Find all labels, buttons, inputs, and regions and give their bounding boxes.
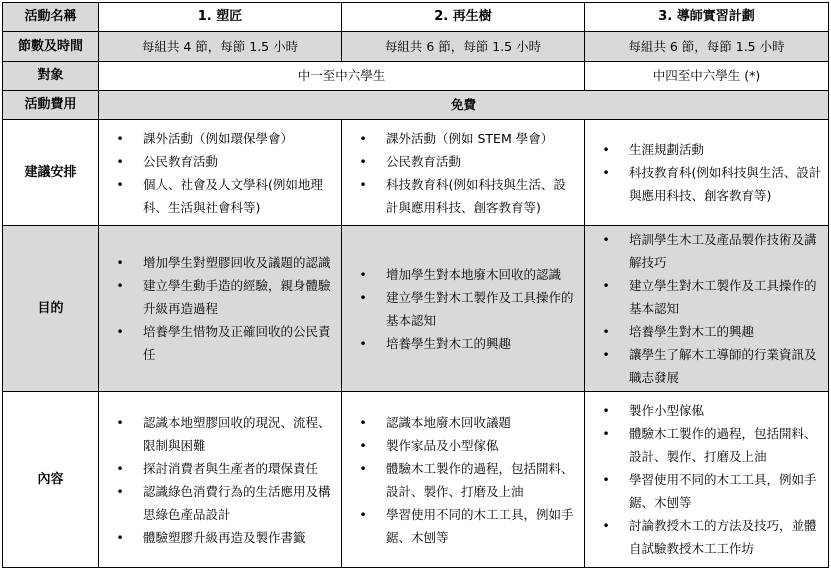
list-item-text: 課外活動（例如 STEM 學會） [386, 130, 554, 146]
bullet-icon: • [116, 255, 124, 270]
bullet-list [105, 251, 335, 366]
list-item [105, 320, 335, 366]
list-item [105, 480, 335, 526]
list-item [348, 173, 578, 219]
bullet-icon: • [602, 165, 610, 180]
bullet-icon: • [602, 426, 610, 441]
list-item-text: 培養學生對木工的興趣 [629, 324, 755, 339]
bullet-icon: • [602, 347, 610, 362]
list-item [348, 503, 578, 549]
bullet-icon: • [116, 130, 124, 146]
content-col-2 [342, 392, 585, 568]
list-item [591, 138, 822, 161]
list-item-text: 科技教育科(例如科技與生活、設計與應用科技、創客教育等) [629, 165, 822, 203]
list-item-text: 科技教育科(例如科技與生活、設計與應用科技、創客教育等) [386, 176, 566, 215]
content-col-3 [585, 392, 829, 568]
bullet-icon: • [116, 414, 124, 430]
purpose-col-3 [585, 226, 829, 392]
activity-name-2: 2. 再生樹 [342, 3, 585, 32]
content-label: 內容 [3, 392, 99, 568]
sessions-value-3: 每組共 6 節，每節 1.5 小時 [585, 32, 829, 62]
list-item-text: 體驗木工製作的過程，包括開料、設計、製作、打磨及上油 [386, 460, 574, 499]
list-item [591, 343, 822, 389]
list-item [105, 173, 335, 219]
list-item [591, 399, 822, 422]
activity-table [2, 2, 829, 568]
bullet-list [348, 263, 578, 355]
list-item [348, 263, 578, 286]
list-item [105, 251, 335, 274]
list-item-text: 增加學生對本地廢木回收的認識 [386, 266, 562, 282]
arrangement-col-3 [585, 120, 829, 226]
list-item [105, 526, 335, 549]
activity-name-1: 1. 塑匠 [99, 3, 342, 32]
list-item [105, 150, 335, 173]
bullet-list [591, 399, 822, 560]
purpose-col-1 [99, 226, 342, 392]
list-item-text: 培訓學生木工及產品製作技術及講解技巧 [629, 232, 817, 270]
bullet-icon: • [602, 232, 610, 247]
list-item [591, 161, 822, 207]
list-item-text: 探討消費者與生產者的環保責任 [143, 460, 319, 476]
list-item-text: 培養學生對木工的興趣 [386, 335, 512, 351]
fee-value: 免費 [99, 91, 829, 120]
list-item-text: 個人、社會及人文學科(例如地理科、生活與社會科等) [143, 176, 323, 215]
list-item [348, 434, 578, 457]
target-label: 對象 [3, 62, 99, 91]
fee-row [3, 91, 829, 120]
list-item [348, 150, 578, 173]
content-col-1 [99, 392, 342, 568]
bullet-icon: • [359, 289, 367, 305]
bullet-list [591, 228, 822, 389]
list-item-text: 培養學生惜物及正確回收的公民責任 [143, 324, 331, 362]
bullet-icon: • [359, 460, 367, 476]
list-item-text: 體驗塑膠升級再造及製作書籤 [143, 529, 306, 545]
content-row [3, 392, 829, 568]
target-row [3, 62, 829, 91]
target-value-2: 中四至中六學生 (*) [585, 62, 829, 91]
target-value-1: 中一至中六學生 [99, 62, 585, 91]
bullet-icon: • [116, 278, 124, 293]
fee-label: 活動費用 [3, 91, 99, 120]
bullet-icon: • [359, 130, 367, 146]
bullet-icon: • [602, 278, 610, 293]
list-item [348, 332, 578, 355]
bullet-icon: • [602, 403, 610, 418]
activity-name-3: 3. 導師實習計劃 [585, 3, 829, 32]
list-item-text: 製作家品及小型傢俬 [386, 437, 499, 453]
list-item-text: 認識綠色消費行為的生活應用及構思綠色產品設計 [143, 483, 331, 522]
list-item [105, 127, 335, 150]
bullet-icon: • [359, 335, 367, 351]
bullet-list [591, 138, 822, 207]
list-item [105, 274, 335, 320]
bullet-icon: • [359, 437, 367, 453]
purpose-label: 目的 [3, 226, 99, 392]
list-item [591, 422, 822, 468]
bullet-list [348, 127, 578, 219]
purpose-row [3, 226, 829, 392]
list-item-text: 公民教育活動 [143, 153, 219, 169]
list-item-text: 學習使用不同的木工工具，例如手鋸、木刨等 [386, 506, 574, 545]
bullet-icon: • [359, 176, 367, 192]
bullet-icon: • [116, 460, 124, 476]
bullet-icon: • [359, 414, 367, 430]
list-item-text: 建立學生動手造的經驗，親身體驗升級再造過程 [143, 278, 331, 316]
bullet-icon: • [359, 153, 367, 169]
list-item-text: 認識本地塑膠回收的現況、流程、限制與困難 [143, 414, 331, 453]
sessions-label: 節數及時間 [3, 32, 99, 62]
bullet-icon: • [602, 472, 610, 487]
list-item [591, 320, 822, 343]
sessions-value-2: 每組共 6 節，每節 1.5 小時 [342, 32, 585, 62]
sessions-value-1: 每組共 4 節，每節 1.5 小時 [99, 32, 342, 62]
bullet-icon: • [116, 176, 124, 192]
bullet-icon: • [116, 324, 124, 339]
list-item-text: 建立學生對木工製作及工具操作的基本認知 [629, 278, 817, 316]
list-item-text: 認識本地廢木回收議題 [386, 414, 512, 430]
list-item [348, 127, 578, 150]
bullet-icon: • [359, 506, 367, 522]
sessions-row [3, 32, 829, 62]
arrangement-row [3, 120, 829, 226]
bullet-icon: • [602, 142, 610, 157]
list-item-text: 課外活動（例如環保學會） [143, 130, 294, 146]
header-row [3, 3, 829, 32]
list-item-text: 學習使用不同的木工工具，例如手鋸、木刨等 [629, 472, 817, 510]
bullet-list [105, 127, 335, 219]
bullet-list [105, 411, 335, 549]
list-item-text: 建立學生對木工製作及工具操作的基本認知 [386, 289, 574, 328]
list-item [348, 286, 578, 332]
list-item-text: 讓學生了解木工導師的行業資訊及職志發展 [629, 347, 817, 385]
arrangement-col-2 [342, 120, 585, 226]
list-item [591, 274, 822, 320]
list-item [105, 411, 335, 457]
list-item [348, 411, 578, 434]
list-item-text: 公民教育活動 [386, 153, 462, 169]
list-item [591, 514, 822, 560]
list-item-text: 體驗木工製作的過程，包括開料、設計、製作、打磨及上油 [629, 426, 817, 464]
list-item [591, 228, 822, 274]
purpose-col-2 [342, 226, 585, 392]
bullet-icon: • [116, 483, 124, 499]
bullet-list [348, 411, 578, 549]
bullet-icon: • [602, 518, 610, 533]
bullet-icon: • [116, 529, 124, 545]
list-item-text: 製作小型傢俬 [629, 403, 705, 418]
bullet-icon: • [359, 266, 367, 282]
list-item-text: 討論教授木工的方法及技巧，並體自試驗教授木工工作坊 [629, 518, 817, 556]
header-label: 活動名稱 [3, 3, 99, 32]
bullet-icon: • [116, 153, 124, 169]
list-item-text: 增加學生對塑膠回收及議題的認識 [143, 255, 331, 270]
list-item [591, 468, 822, 514]
list-item-text: 生涯規劃活動 [629, 142, 705, 157]
arrangement-label: 建議安排 [3, 120, 99, 226]
list-item [105, 457, 335, 480]
bullet-icon: • [602, 324, 610, 339]
list-item [348, 457, 578, 503]
arrangement-col-1 [99, 120, 342, 226]
